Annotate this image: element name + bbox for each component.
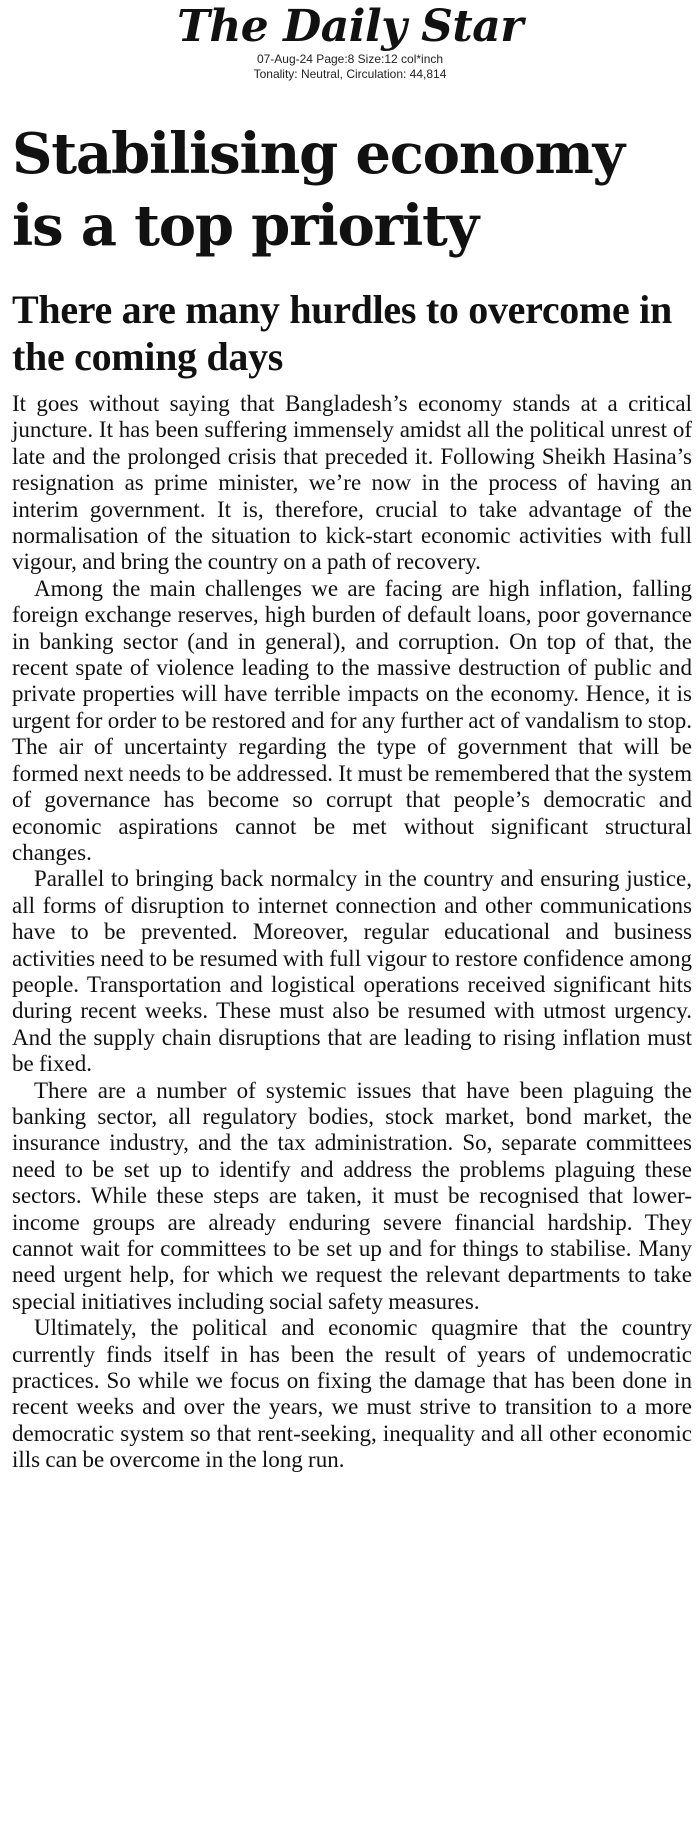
article-paragraph: There are a number of systemic issues that have been plaguing the banking sector, all regulatory bodies, stock market, bond market, the insurance industry, and the tax administration. So, separate committees need to be set up to identify and address the problems plaguing these sectors. While these steps are taken, it must be recognised that lower-income groups are already enduring severe financial hardship. They cannot wait for committees to be set up and for things to stabilise. Many need urgent help, for which we request the relevant departments to take special initiatives including social safety measures. (12, 1077, 692, 1314)
article-body (12, 391, 692, 1474)
clipping-meta-tonality-circulation: Tonality: Neutral, Circulation: 44,814 (253, 67, 447, 81)
newspaper-logo: The Daily Star (177, 1, 523, 52)
article-headline: Stabilising economy is a top priority (12, 121, 624, 259)
clipping-meta-date-page-size: 07-Aug-24 Page:8 Size:12 col*inch (256, 52, 444, 66)
article-paragraph: Ultimately, the political and economic quagmire that the country currently finds itself in has been the result of years of undemocratic practices. So while we focus on fixing the damage that has been done in recent weeks and over the years, we must strive to transition to a more democratic system so that rent-seeking, inequality and all other economic ills can be overcome in the long run. (12, 1315, 692, 1473)
article-paragraph: It goes without saying that Bangladesh’s economy stands at a critical juncture. It has been suffering immensely amidst all the political unrest of late and the prolonged crisis that preceded it. Following Sheikh Hasina’s resignation as prime minister, we’re now in the process of having an interim government. It is, therefore, crucial to take advantage of the normalisation of the situation to kick-start economic activities with full vigour, and bring the country on a path of recovery. (12, 391, 692, 575)
article-subheadline: There are many hurdles to overcome in the coming days (12, 287, 672, 379)
article-paragraph: Among the main challenges we are facing are high inflation, falling foreign exchange reserves, high burden of default loans, poor governance in banking sector (and in general), and corruption. On top of that, the recent spate of violence leading to the massive destruction of public and private properties will have terrible impacts on the economy. Hence, it is urgent for order to be restored and for any further act of vandalism to stop. The air of uncertainty regarding the type of government that will be formed next needs to be addressed. It must be remembered that the system of governance has become so corrupt that people’s democratic and economic aspirations cannot be met without significant structural changes. (12, 575, 692, 865)
article-paragraph: Parallel to bringing back normalcy in the country and ensuring justice, all forms of disruption to internet connection and other communications have to be prevented. Moreover, regular educational and business activities need to be resumed with full vigour to restore confidence among people. Transportation and logistical operations received significant hits during recent weeks. These must also be resumed with utmost urgency. And the supply chain disruptions that are leading to rising inflation must be fixed. (12, 866, 692, 1077)
masthead (0, 2, 700, 82)
